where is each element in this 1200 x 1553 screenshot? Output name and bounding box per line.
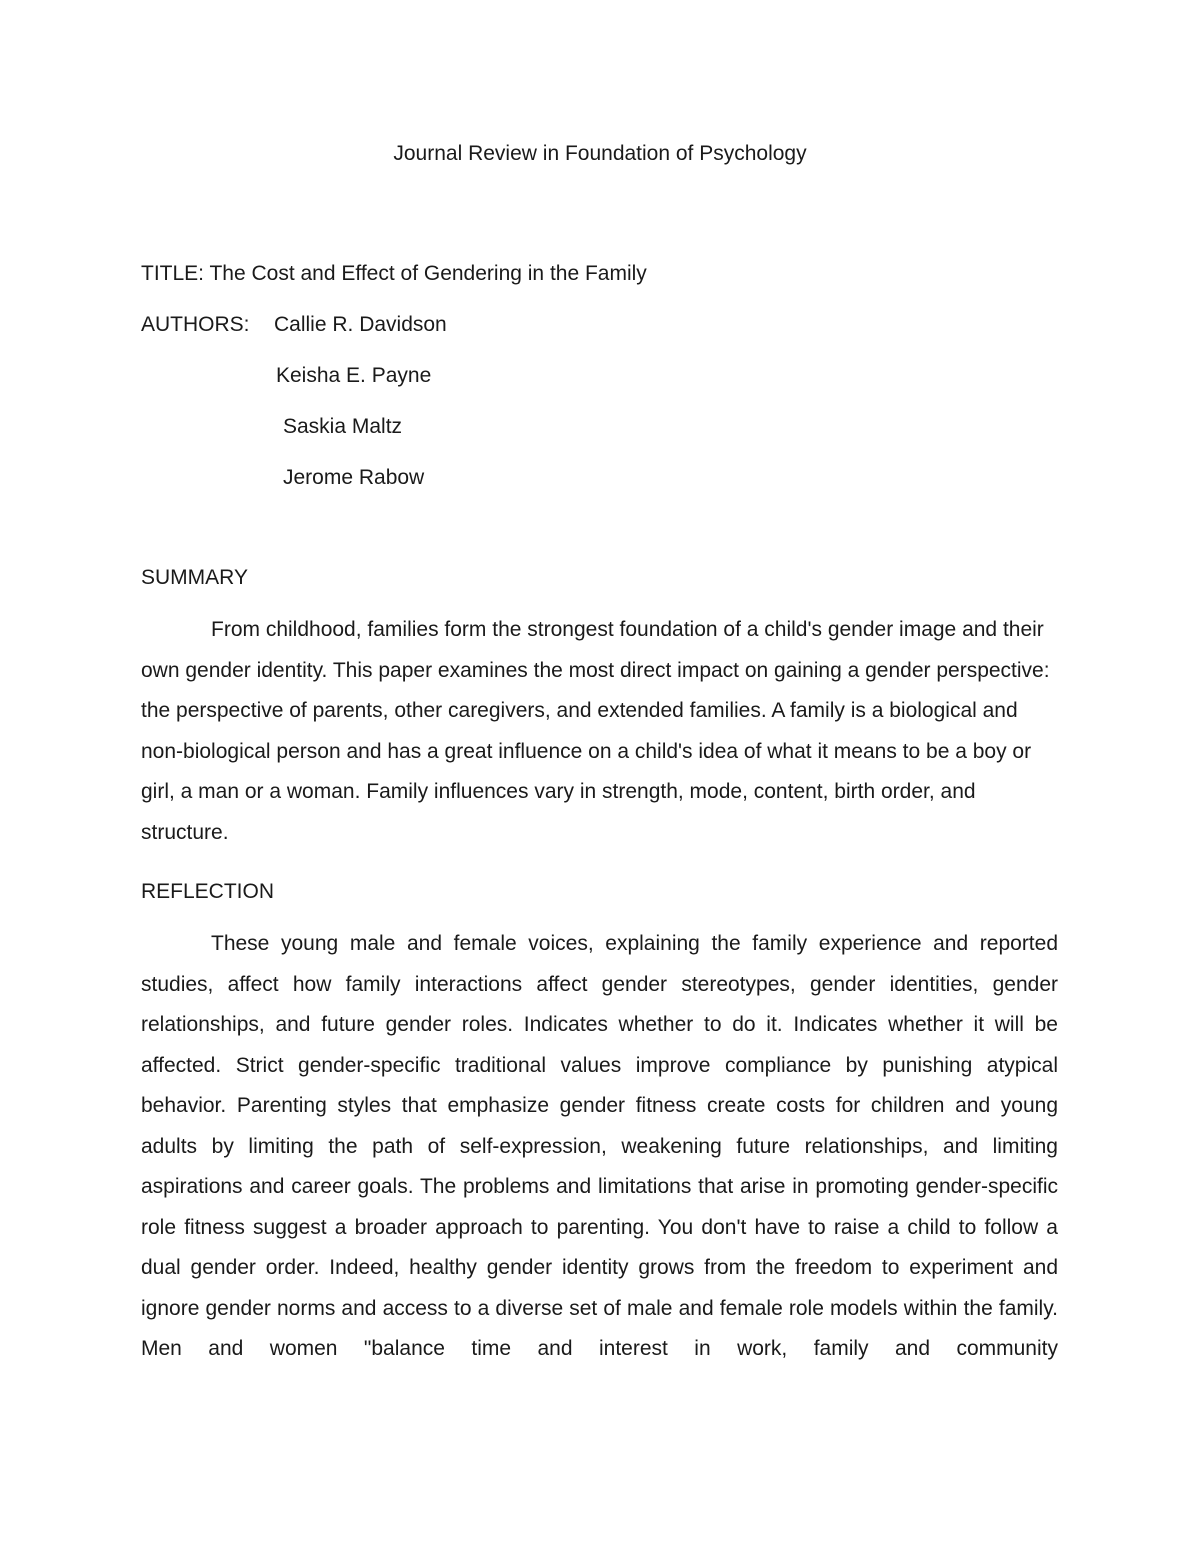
reflection-paragraph: These young male and female voices, explaining the family experience and reported studies, affect how family interactions affect gender stereotypes, gender identities, gender relationships, and future gender roles. Indicates whether to do it. Indicates whether it will be affected. Strict gender-specific traditional values improve compliance by punishing atypical behavior. Parenting styles that emphasize gender fitness create costs for children and young adults by limiting the path of self-expression, weakening future relationships, and limiting aspirations and career goals. The problems and limitations that arise in promoting gender-specific role fitness suggest a broader approach to parenting. You don't have to raise a child to follow a dual gender order. Indeed, healthy gender identity grows from the freedom to experiment and ignore gender norms and access to a diverse set of male and female role models within the family. Men and women "balance time and interest in work, family and community xyxy=(141,932,1058,1360)
authors-label: AUTHORS: xyxy=(141,313,250,336)
document-header-title: Journal Review in Foundation of Psychology xyxy=(393,142,807,165)
author-name: Jerome Rabow xyxy=(283,466,425,489)
author-name: Keisha E. Payne xyxy=(276,364,432,387)
summary-heading: SUMMARY xyxy=(141,566,248,589)
paper-title: TITLE: The Cost and Effect of Gendering in the Family xyxy=(141,262,647,285)
reflection-heading: REFLECTION xyxy=(141,880,275,903)
author-name: Saskia Maltz xyxy=(283,415,403,438)
author-name: Callie R. Davidson xyxy=(274,313,447,336)
summary-paragraph: From childhood, families form the strongest foundation of a child's gender image and their own gender identity. This paper examines the most direct impact on gaining a gender perspective: the perspective of parents, other caregivers, and extended families. A family is a biological and non-biological person and has a great influence on a child's idea of what it means to be a boy or girl, a man or a woman. Family influences vary in strength, mode, content, birth order, and structure. xyxy=(141,618,1050,844)
